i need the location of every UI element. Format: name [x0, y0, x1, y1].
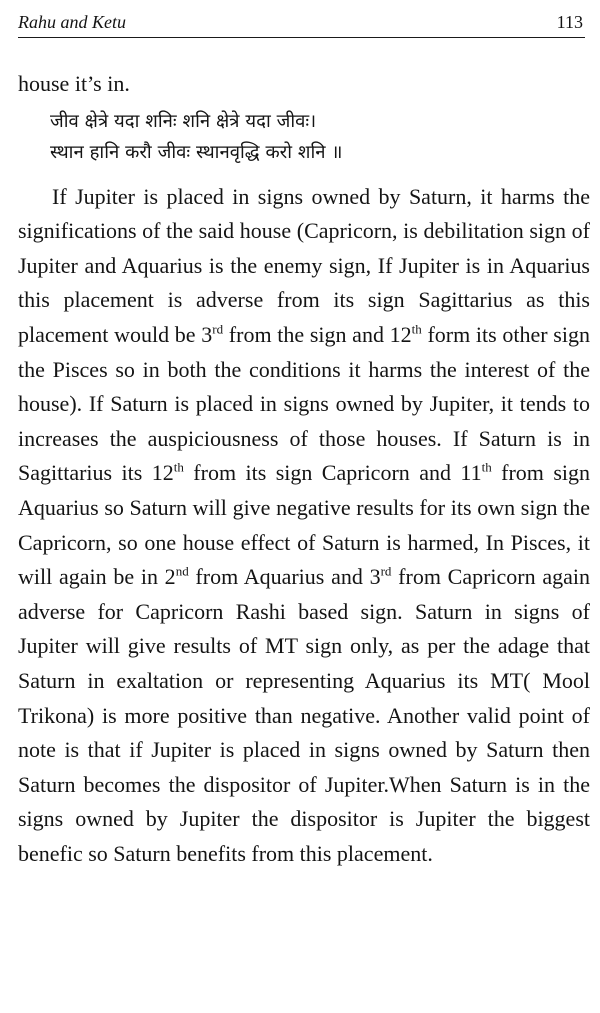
paragraph-text: from sign Aquarius so Saturn will give negative results for its own sign the Capricorn, so one house effect of Saturn is harmed, In Pisces, it will again be in 2 — [18, 460, 590, 590]
paragraph-text: form its other sign the Pisces so in both the conditions it harms the interest of the house). If Saturn is placed in signs owned by Jupiter, it tends to increases the auspiciousness of those houses. If Saturn is in Sagittarius its 12 — [18, 321, 590, 486]
verse-line-1: जीव क्षेत्रे यदा शनिः शनि क्षेत्रे यदा जीवः। — [50, 110, 317, 132]
ordinal-suffix: th — [411, 321, 422, 337]
body-text — [18, 67, 590, 871]
ordinal-suffix: th — [173, 460, 184, 476]
ordinal-suffix: nd — [175, 563, 189, 579]
sanskrit-verse — [50, 106, 590, 168]
paragraph-text: from Aquarius and 3 — [188, 564, 381, 590]
continuation-line: house it’s in. — [18, 71, 130, 96]
paragraph-text: from the sign and 12 — [223, 321, 412, 347]
running-header — [18, 11, 585, 38]
ordinal-suffix: th — [481, 460, 492, 476]
running-title: Rahu and Ketu — [18, 12, 126, 32]
verse-line-2: स्थान हानि करौ जीवः स्थानवृद्धि करो शनि ॥ — [50, 141, 343, 163]
paragraph-text: from Capricorn again adverse for Capricorn Rashi based sign. Saturn in signs of Jupiter will give results of MT sign only, as per the adage that Saturn in exaltation or representing Aquarius its MT( Mool Trikona) is more positive than negative. Another valid point of note is that if Jupiter is placed in signs owned by Saturn then Saturn becomes the dispositor of Jupiter.When Saturn is in the signs owned by Jupiter the dispositor is Jupiter the biggest benefic so Saturn benefits from this placement. — [18, 564, 591, 866]
paragraph-text: If Jupiter is placed in signs owned by Saturn, it harms the significations of the said house (Capricorn, is debilitation sign of Jupiter and Aquarius is the enemy sign, If Jupiter is in Aquarius this placement is adverse from its sign Sagittarius as this placement would be 3 — [18, 183, 590, 347]
ordinal-suffix: rd — [212, 321, 224, 337]
paragraph-text: from its sign Capricorn and 11 — [183, 460, 482, 486]
main-paragraph — [18, 180, 590, 872]
page-number: 113 — [556, 12, 583, 32]
ordinal-suffix: rd — [380, 563, 392, 579]
